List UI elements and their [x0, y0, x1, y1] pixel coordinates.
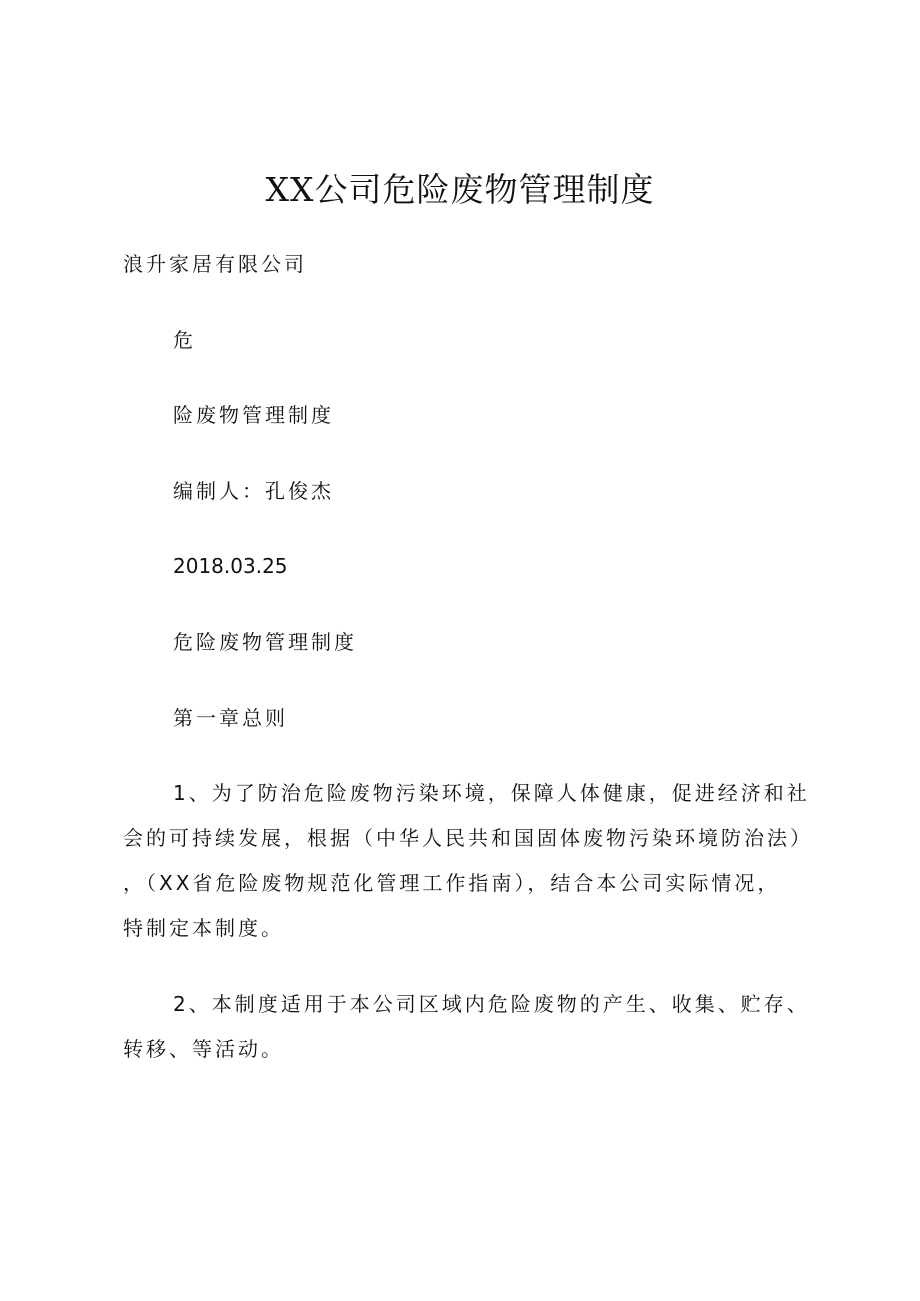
- paragraph-row: 特制定本制度。: [123, 916, 284, 940]
- paragraph-row: 1、为了防治危险废物污染环境，保障人体健康，促进经济和社: [173, 781, 810, 805]
- paragraph-1: [123, 771, 833, 951]
- text-line: 险废物管理制度: [173, 403, 334, 427]
- date-line: 2018.03.25: [173, 554, 288, 578]
- company-name: 浪升家居有限公司: [123, 252, 307, 276]
- text-line: 危: [173, 328, 196, 352]
- paragraph-row: 转移、等活动。: [123, 1037, 284, 1061]
- paragraph-2: [123, 982, 833, 1072]
- chapter-heading: 第一章总则: [173, 706, 288, 730]
- document-title: XX公司危险废物管理制度: [265, 170, 655, 209]
- paragraph-row: 2、本制度适用于本公司区域内危险废物的产生、收集、贮存、: [173, 992, 810, 1016]
- subtitle-line: 危险废物管理制度: [173, 630, 357, 654]
- paragraph-row: 会的可持续发展，根据（中华人民共和国固体废物污染环境防治法）: [123, 826, 813, 850]
- author-line: 编制人：孔俊杰: [173, 479, 334, 503]
- paragraph-row: ，（XX省危险废物规范化管理工作指南），结合本公司实际情况，: [123, 871, 781, 895]
